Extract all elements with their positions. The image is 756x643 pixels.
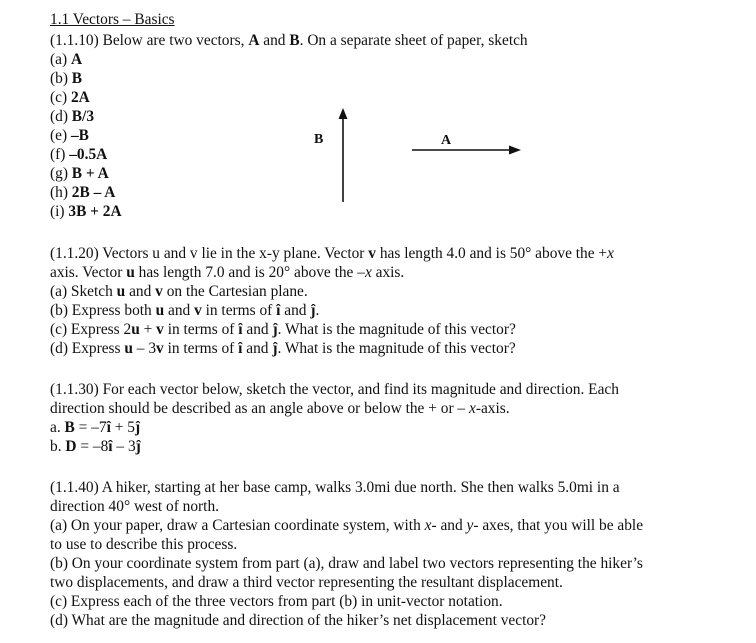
vector-v-bold: v [156, 340, 164, 357]
text: (1.1.20) Vectors u and v lie in the x-y plane. Vector [50, 245, 369, 262]
problem-1-1-40-part-c: (c) Express each of the three vectors from part (b) in unit-vector notation. [50, 593, 503, 610]
vector-v-bold: v [156, 321, 164, 338]
unit-j-hat: ĵ [135, 438, 141, 455]
text: + 5 [110, 419, 135, 436]
text: . What is the magnitude of this vector? [277, 321, 516, 338]
text: axis. Vector [50, 264, 127, 281]
vector-v-bold: v [155, 283, 163, 300]
vector-b-bold: B [64, 419, 75, 436]
problem-1-1-40-part-a-line2: to use to describe this process. [50, 536, 238, 553]
problem-1-1-20-part-d [50, 339, 516, 358]
vector-u-bold: u [155, 302, 165, 319]
text: = –7 [74, 419, 107, 436]
part-expression: A [70, 51, 83, 68]
unit-i-hat: î [238, 340, 243, 357]
unit-j-hat: ĵ [134, 419, 141, 436]
problem-1-1-40-part-b-line1: (b) On your coordinate system from part (a), draw and label two vectors representing the hiker’s [50, 555, 643, 572]
vector-u-bold: u [126, 264, 135, 281]
problem-1-1-40-part-b-line2: two displacements, and draw a third vector representing the resultant displacement. [50, 574, 563, 591]
part-f [50, 145, 107, 164]
problem-1-1-30-line1: (1.1.30) For each vector below, sketch the vector, and find its magnitude and direction. Each [50, 381, 619, 398]
text: (1.1.10) Below are two vectors, [50, 32, 249, 49]
part-label: (g) [50, 165, 72, 182]
text: has length 7.0 and is 20° above the – [134, 264, 365, 281]
section-title: 1.1 Vectors – Basics [50, 11, 175, 28]
text: and [242, 340, 273, 357]
text: and [164, 302, 195, 319]
text: . What is the magnitude of this vector? [277, 340, 516, 357]
axis-x-italic: x [424, 517, 432, 534]
vector-u-bold: u [124, 340, 133, 357]
part-i [50, 202, 122, 221]
text: – 3 [112, 438, 136, 455]
text: + [139, 321, 157, 338]
text: a. [50, 419, 65, 436]
text: -axis. [475, 400, 510, 417]
part-expression: 3B + 2A [68, 203, 122, 220]
part-c [50, 88, 90, 107]
text: - axes, that you will be able [473, 517, 644, 534]
part-expression: B/3 [71, 108, 95, 125]
part-label: (a) [50, 51, 71, 68]
text: direction should be described as an angle above or below the + or – [50, 400, 469, 417]
text: - and [431, 517, 467, 534]
part-d [50, 107, 94, 126]
text: axis. [371, 264, 405, 281]
part-expression: B + A [71, 165, 109, 182]
text: (d) Express [50, 340, 125, 357]
part-expression: –B [70, 127, 89, 144]
problem-1-1-40-line1: (1.1.40) A hiker, starting at her base camp, walks 3.0mi due north. She then walks 5.0mi in a [50, 479, 620, 496]
text: b. [50, 438, 66, 455]
text: (a) On your paper, draw a Cartesian coordinate system, with [50, 517, 425, 534]
part-expression: 2A [70, 89, 90, 106]
problem-1-1-30-line2 [50, 399, 510, 418]
text: (c) Express 2 [50, 321, 132, 338]
axis-y-italic: y [466, 517, 474, 534]
text: in terms of [163, 321, 239, 338]
problem-1-1-30-part-a [50, 418, 140, 437]
problem-1-1-30-part-b [50, 437, 141, 456]
unit-i-hat: î [106, 419, 111, 436]
axis-x-italic: x [364, 264, 372, 281]
text: and [259, 32, 290, 49]
text: has length 4.0 and is 50° above the + [375, 245, 608, 262]
text: = –8 [76, 438, 109, 455]
axis-x-italic: x [607, 245, 614, 262]
unit-j-hat: ĵ [272, 340, 278, 357]
text: and [280, 302, 311, 319]
unit-i-hat: î [238, 321, 243, 338]
vector-b-label: B [314, 132, 324, 147]
text: in terms of [201, 302, 277, 319]
part-label: (f) [50, 146, 70, 163]
vector-u-bold: u [131, 321, 140, 338]
problem-1-1-20-part-a [50, 282, 308, 301]
text: – 3 [132, 340, 157, 357]
problem-1-1-40-line2: direction 40° west of north. [50, 498, 220, 515]
problem-1-1-20-part-b [50, 301, 319, 320]
text: (a) Sketch [50, 283, 117, 300]
text: and [125, 283, 156, 300]
vector-a-arrow [412, 146, 521, 155]
axis-x-italic: x [468, 400, 476, 417]
part-expression: B [71, 70, 83, 87]
part-h [50, 183, 115, 202]
vector-a-bold: A [248, 32, 260, 49]
part-expression: 2B – A [71, 184, 116, 201]
vector-u-bold: u [116, 283, 126, 300]
problem-1-1-10-intro [50, 31, 528, 50]
part-label: (i) [50, 203, 69, 220]
part-label: (d) [50, 108, 72, 125]
part-label: (h) [50, 184, 72, 201]
vector-b-bold: B [289, 32, 300, 49]
part-expression: –0.5A [69, 146, 108, 163]
vector-a-label: A [441, 133, 452, 148]
part-b [50, 69, 82, 88]
problem-1-1-20-part-c [50, 320, 516, 339]
unit-i-hat: î [276, 302, 281, 319]
part-g [50, 164, 109, 183]
problem-1-1-40-part-d: (d) What are the magnitude and direction of the hiker’s net displacement vector? [50, 612, 547, 629]
unit-i-hat: î [108, 438, 113, 455]
part-a [50, 50, 82, 69]
vector-d-bold: D [65, 438, 77, 455]
text: and [242, 321, 273, 338]
vector-v-bold: v [194, 302, 202, 319]
problem-1-1-20-line1 [50, 244, 614, 263]
text: . On a separate sheet of paper, sketch [299, 32, 528, 49]
unit-j-hat: ĵ [272, 321, 278, 338]
text: on the Cartesian plane. [162, 283, 308, 300]
problem-1-1-40-part-a-line1 [50, 516, 643, 535]
part-label: (b) [50, 70, 72, 87]
text: (b) Express both [50, 302, 156, 319]
unit-j-hat: ĵ [310, 302, 316, 319]
vector-v-bold: v [368, 245, 376, 262]
text: . [315, 302, 320, 319]
vector-b-arrow [339, 108, 348, 202]
part-label: (e) [50, 127, 71, 144]
problem-1-1-20-line2 [50, 263, 404, 282]
text: in terms of [163, 340, 239, 357]
part-label: (c) [50, 89, 71, 106]
part-e [50, 126, 89, 145]
